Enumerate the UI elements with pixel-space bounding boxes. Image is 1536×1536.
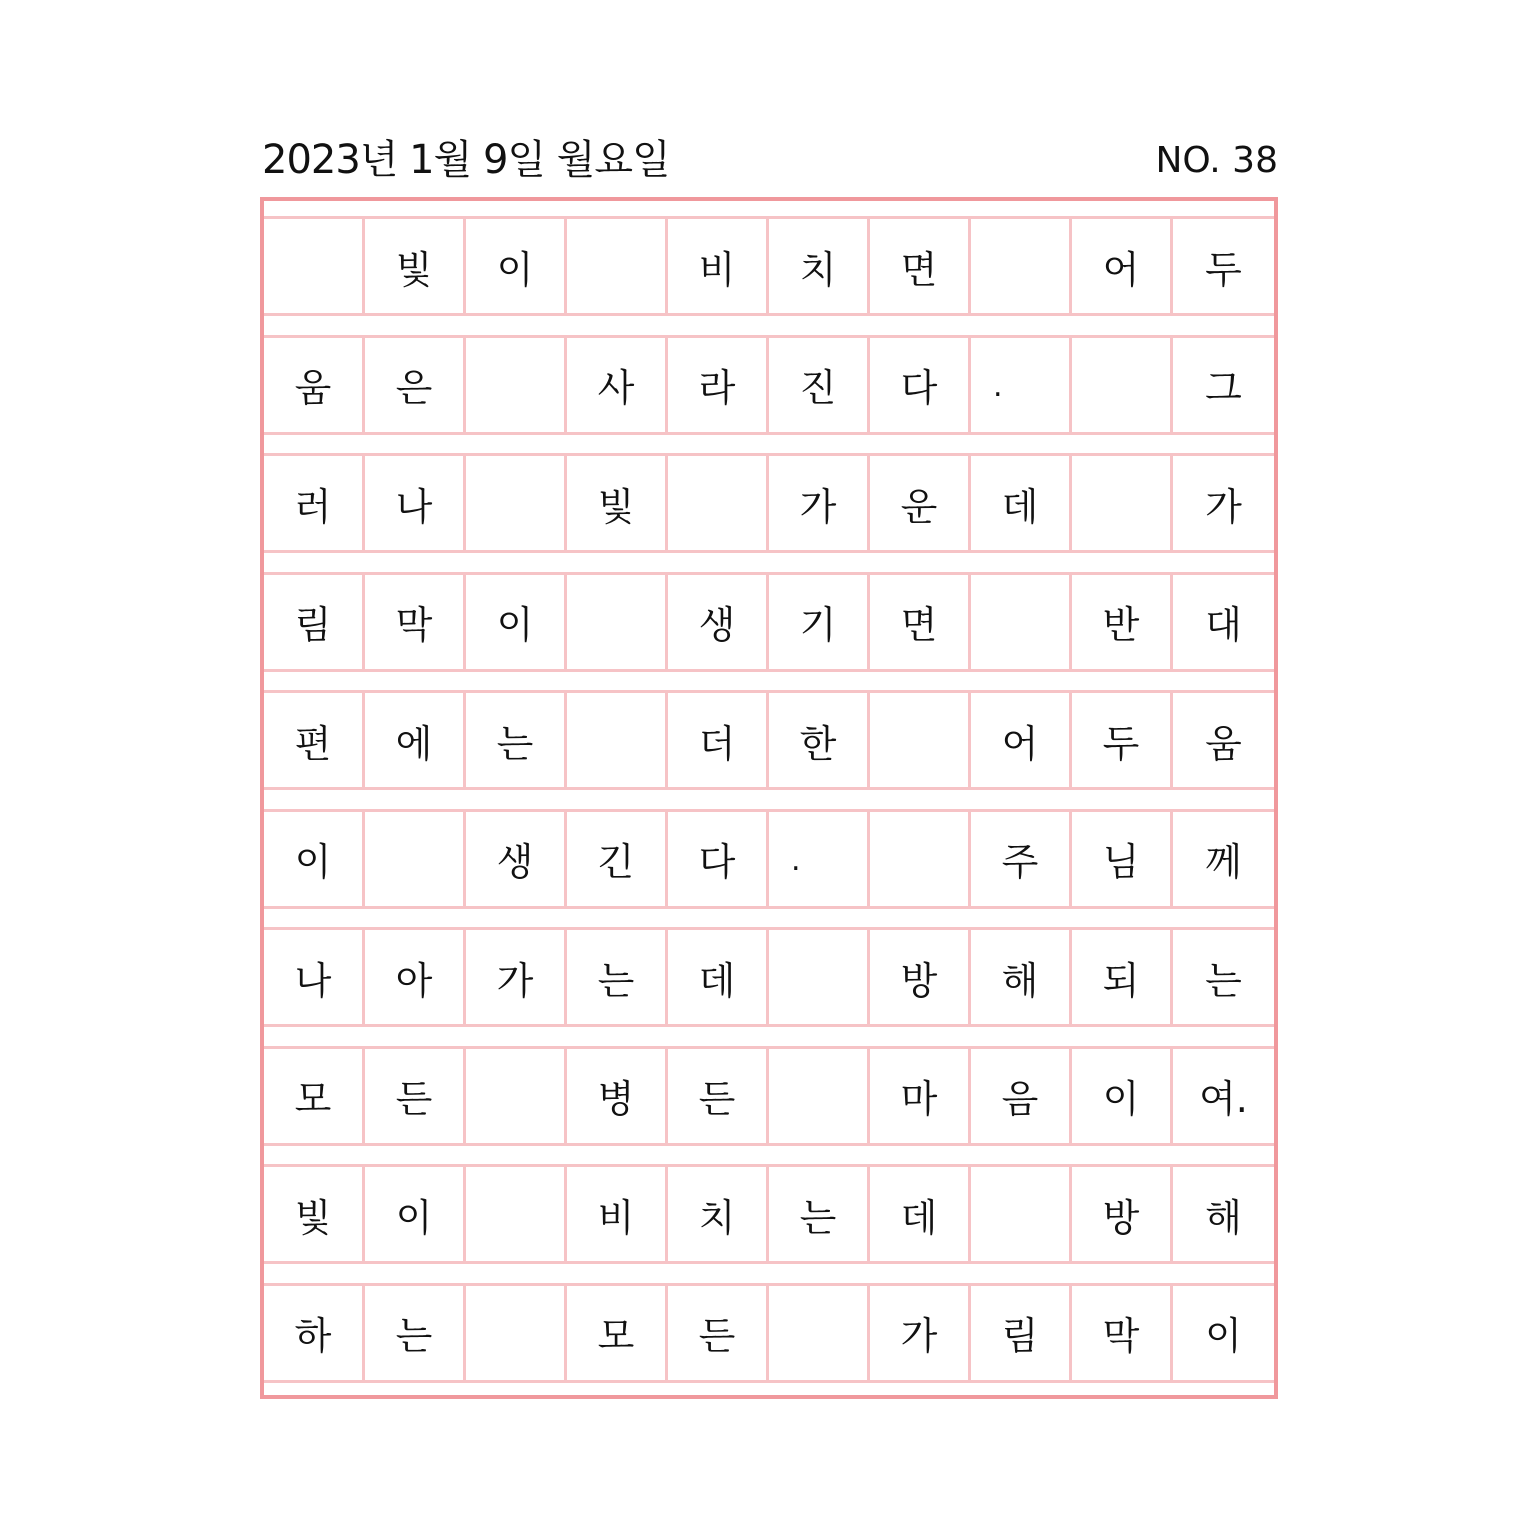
manuscript-grid xyxy=(260,197,1278,1399)
grid-cell: 더 xyxy=(668,690,769,790)
grid-cell: 그 xyxy=(1173,335,1274,435)
grid-cell: 막 xyxy=(365,572,466,672)
grid-cell: 빛 xyxy=(264,1164,365,1264)
grid-cell xyxy=(567,572,668,672)
grid-row-10 xyxy=(264,1283,1274,1383)
grid-row-1 xyxy=(264,216,1274,316)
grid-cell xyxy=(971,572,1072,672)
grid-cell: 이 xyxy=(365,1164,466,1264)
grid-cell: 되 xyxy=(1072,927,1173,1027)
grid-cell: 모 xyxy=(264,1046,365,1146)
grid-cell xyxy=(264,216,365,316)
grid-cell: 아 xyxy=(365,927,466,1027)
grid-row-2 xyxy=(264,335,1274,435)
grid-cell: 해 xyxy=(971,927,1072,1027)
grid-cell: 다 xyxy=(870,335,971,435)
grid-cell: 나 xyxy=(365,453,466,553)
grid-cell xyxy=(1072,335,1173,435)
grid-cell: 한 xyxy=(769,690,870,790)
grid-cell: 께 xyxy=(1173,809,1274,909)
grid-cell: 두 xyxy=(1072,690,1173,790)
grid-cell: 가 xyxy=(1173,453,1274,553)
grid-cell: 막 xyxy=(1072,1283,1173,1383)
grid-cell: 방 xyxy=(1072,1164,1173,1264)
grid-cell: 모 xyxy=(567,1283,668,1383)
grid-cell: 음 xyxy=(971,1046,1072,1146)
grid-cell: 하 xyxy=(264,1283,365,1383)
grid-cell: 움 xyxy=(1173,690,1274,790)
grid-cell: 반 xyxy=(1072,572,1173,672)
grid-cell: 이 xyxy=(1173,1283,1274,1383)
page-number: NO. 38 xyxy=(1155,140,1278,181)
grid-cell: 림 xyxy=(971,1283,1072,1383)
grid-cell: 면 xyxy=(870,572,971,672)
grid-cell xyxy=(567,690,668,790)
grid-cell: 가 xyxy=(466,927,567,1027)
grid-cell xyxy=(567,216,668,316)
grid-row-7 xyxy=(264,927,1274,1027)
grid-cell: 여. xyxy=(1173,1046,1274,1146)
grid-cell: 이 xyxy=(466,216,567,316)
grid-cell: 든 xyxy=(668,1283,769,1383)
grid-cell: 긴 xyxy=(567,809,668,909)
grid-cell: 마 xyxy=(870,1046,971,1146)
grid-cell: 에 xyxy=(365,690,466,790)
grid-cell: 기 xyxy=(769,572,870,672)
grid-cell: 빛 xyxy=(567,453,668,553)
grid-cell xyxy=(668,453,769,553)
grid-cell: 는 xyxy=(769,1164,870,1264)
grid-row-3 xyxy=(264,453,1274,553)
grid-cell: 치 xyxy=(668,1164,769,1264)
grid-cell xyxy=(769,1283,870,1383)
grid-cell: 님 xyxy=(1072,809,1173,909)
grid-cell: 두 xyxy=(1173,216,1274,316)
grid-cell: 대 xyxy=(1173,572,1274,672)
grid-cell: 든 xyxy=(668,1046,769,1146)
grid-cell: 진 xyxy=(769,335,870,435)
grid-cell xyxy=(466,1046,567,1146)
grid-cell: 어 xyxy=(1072,216,1173,316)
grid-cell: 해 xyxy=(1173,1164,1274,1264)
grid-cell: 주 xyxy=(971,809,1072,909)
grid-cell xyxy=(466,1164,567,1264)
grid-cell: 는 xyxy=(567,927,668,1027)
grid-cell: 방 xyxy=(870,927,971,1027)
grid-cell: 라 xyxy=(668,335,769,435)
grid-cell: 는 xyxy=(466,690,567,790)
grid-cell: 가 xyxy=(769,453,870,553)
grid-cell: 이 xyxy=(264,809,365,909)
grid-row-5 xyxy=(264,690,1274,790)
grid-cell: 이 xyxy=(1072,1046,1173,1146)
grid-cell: 면 xyxy=(870,216,971,316)
grid-cell: 든 xyxy=(365,1046,466,1146)
grid-cell xyxy=(870,690,971,790)
grid-cell: 편 xyxy=(264,690,365,790)
grid-row-9 xyxy=(264,1164,1274,1264)
grid-cell: . xyxy=(971,335,1072,435)
grid-cell: 데 xyxy=(870,1164,971,1264)
grid-cell: 나 xyxy=(264,927,365,1027)
grid-cell: 비 xyxy=(567,1164,668,1264)
grid-cell: 러 xyxy=(264,453,365,553)
grid-cell: 데 xyxy=(971,453,1072,553)
grid-cell: 는 xyxy=(1173,927,1274,1027)
grid-cell xyxy=(466,1283,567,1383)
grid-cell: 가 xyxy=(870,1283,971,1383)
grid-row-6 xyxy=(264,809,1274,909)
grid-cell: 비 xyxy=(668,216,769,316)
grid-cell: 움 xyxy=(264,335,365,435)
grid-row-8 xyxy=(264,1046,1274,1146)
grid-cell xyxy=(466,335,567,435)
grid-cell: 은 xyxy=(365,335,466,435)
grid-cell xyxy=(365,809,466,909)
grid-cell xyxy=(971,216,1072,316)
grid-cell xyxy=(870,809,971,909)
grid-cell: 병 xyxy=(567,1046,668,1146)
grid-cell: 치 xyxy=(769,216,870,316)
grid-row-4 xyxy=(264,572,1274,672)
grid-cell: 이 xyxy=(466,572,567,672)
grid-cell: 다 xyxy=(668,809,769,909)
grid-cell xyxy=(769,927,870,1027)
grid-cell xyxy=(466,453,567,553)
grid-cell xyxy=(1072,453,1173,553)
grid-cell: 는 xyxy=(365,1283,466,1383)
grid-cell: . xyxy=(769,809,870,909)
grid-cell xyxy=(769,1046,870,1146)
grid-cell: 빛 xyxy=(365,216,466,316)
grid-cell: 사 xyxy=(567,335,668,435)
grid-cell: 림 xyxy=(264,572,365,672)
grid-cell xyxy=(971,1164,1072,1264)
grid-cell: 데 xyxy=(668,927,769,1027)
grid-cell: 생 xyxy=(668,572,769,672)
grid-cell: 운 xyxy=(870,453,971,553)
journal-date: 2023년 1월 9일 월요일 xyxy=(262,137,670,183)
grid-cell: 어 xyxy=(971,690,1072,790)
grid-cell: 생 xyxy=(466,809,567,909)
